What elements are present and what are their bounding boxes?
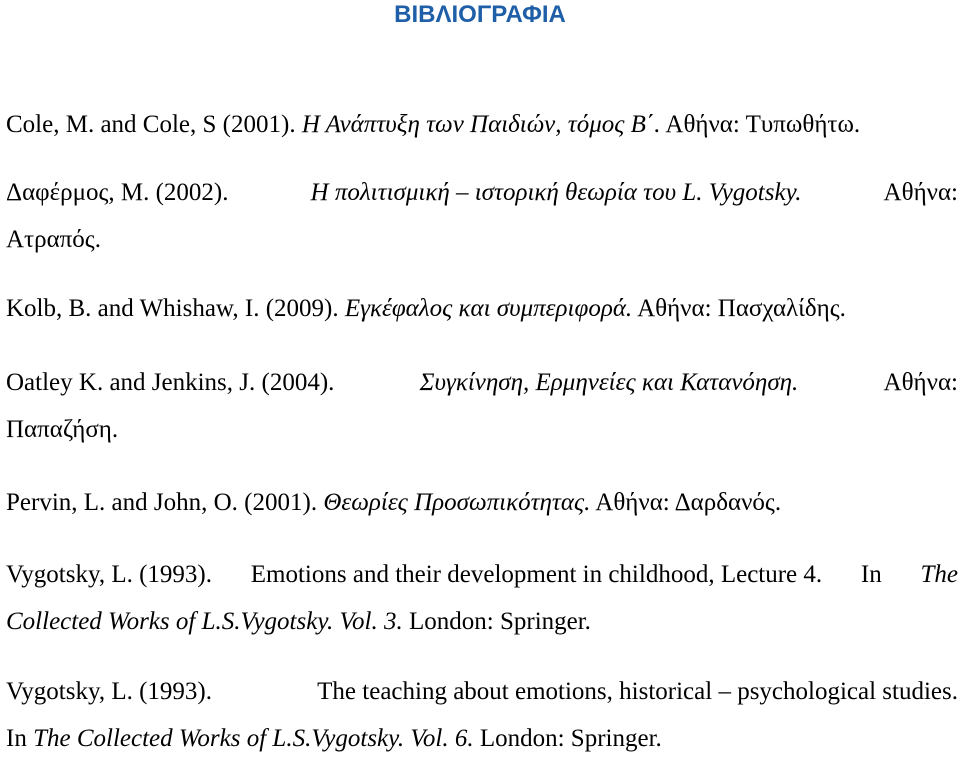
ref-line-1 <box>6 551 958 598</box>
ref-line-1 <box>6 169 958 216</box>
ref-publisher: Αθήνα: Τυπωθήτω. <box>665 111 861 138</box>
ref-line-1 <box>6 359 958 406</box>
ref-title: Συγκίνηση, Ερμηνείες και Κατανόηση. <box>419 369 799 396</box>
ref-authors: Kolb, B. and Whishaw, I. (2009). <box>6 295 339 322</box>
ref-authors: Pervin, L. and John, O. (2001). <box>6 489 318 516</box>
reference-item-cole <box>6 101 960 148</box>
reference-item-dafermos <box>6 169 960 263</box>
ref-publisher-part1: Αθήνα: <box>883 369 958 396</box>
ref-publisher: London: Springer. <box>409 608 591 635</box>
ref-in-label: In <box>860 561 882 588</box>
reference-item-kolb <box>6 285 960 332</box>
ref-line-2 <box>6 216 960 263</box>
ref-authors: Cole, M. and Cole, S (2001). <box>6 111 296 138</box>
ref-in-label: In <box>6 725 27 752</box>
ref-publisher: Αθήνα: Πασχαλίδης. <box>637 295 846 322</box>
ref-title: Θεωρίες Προσωπικότητας. <box>323 489 591 516</box>
page-title <box>0 0 960 32</box>
ref-title: Η πολιτισμική – ιστορική θεωρία του L. Vygotsky. <box>310 179 802 206</box>
ref-publisher: London: Springer. <box>479 725 662 752</box>
ref-authors: Vygotsky, L. (1993). <box>6 561 213 588</box>
ref-line-1 <box>6 668 958 715</box>
ref-book-start: The <box>920 561 958 588</box>
title-text: ΒΙΒΛΙΟΓΡΑΦΙΑ <box>394 1 566 28</box>
reference-item-oatley <box>6 359 960 453</box>
ref-chapter: Emotions and their development in childhood, Lecture 4. <box>250 561 823 588</box>
ref-publisher: Αθήνα: Δαρδανός. <box>595 489 782 516</box>
ref-publisher-part2: Ατραπός. <box>6 226 101 253</box>
ref-authors: Δαφέρμος, Μ. (2002). <box>6 179 229 206</box>
ref-publisher-part1: Αθήνα: <box>883 179 958 206</box>
ref-book: The Collected Works of L.S.Vygotsky. Vol. 6. <box>33 725 474 752</box>
ref-line-2 <box>6 406 960 453</box>
reference-item-pervin <box>6 479 960 526</box>
ref-publisher-part2: Παπαζήση. <box>6 416 119 443</box>
reference-item-vygotsky-vol6 <box>6 668 960 762</box>
reference-item-vygotsky-vol3 <box>6 551 960 645</box>
ref-title: Η Ανάπτυξη των Παιδιών, τόμος Β΄. <box>301 111 661 138</box>
ref-title: Εγκέφαλος και συμπεριφορά. <box>344 295 633 322</box>
ref-line-2 <box>6 715 960 762</box>
ref-authors: Vygotsky, L. (1993). <box>6 678 213 705</box>
ref-line-2 <box>6 598 960 645</box>
ref-chapter: The teaching about emotions, historical – psychological studies. <box>317 678 958 705</box>
ref-book-rest: Collected Works of L.S.Vygotsky. Vol. 3. <box>6 608 403 635</box>
ref-authors: Oatley K. and Jenkins, J. (2004). <box>6 369 335 396</box>
